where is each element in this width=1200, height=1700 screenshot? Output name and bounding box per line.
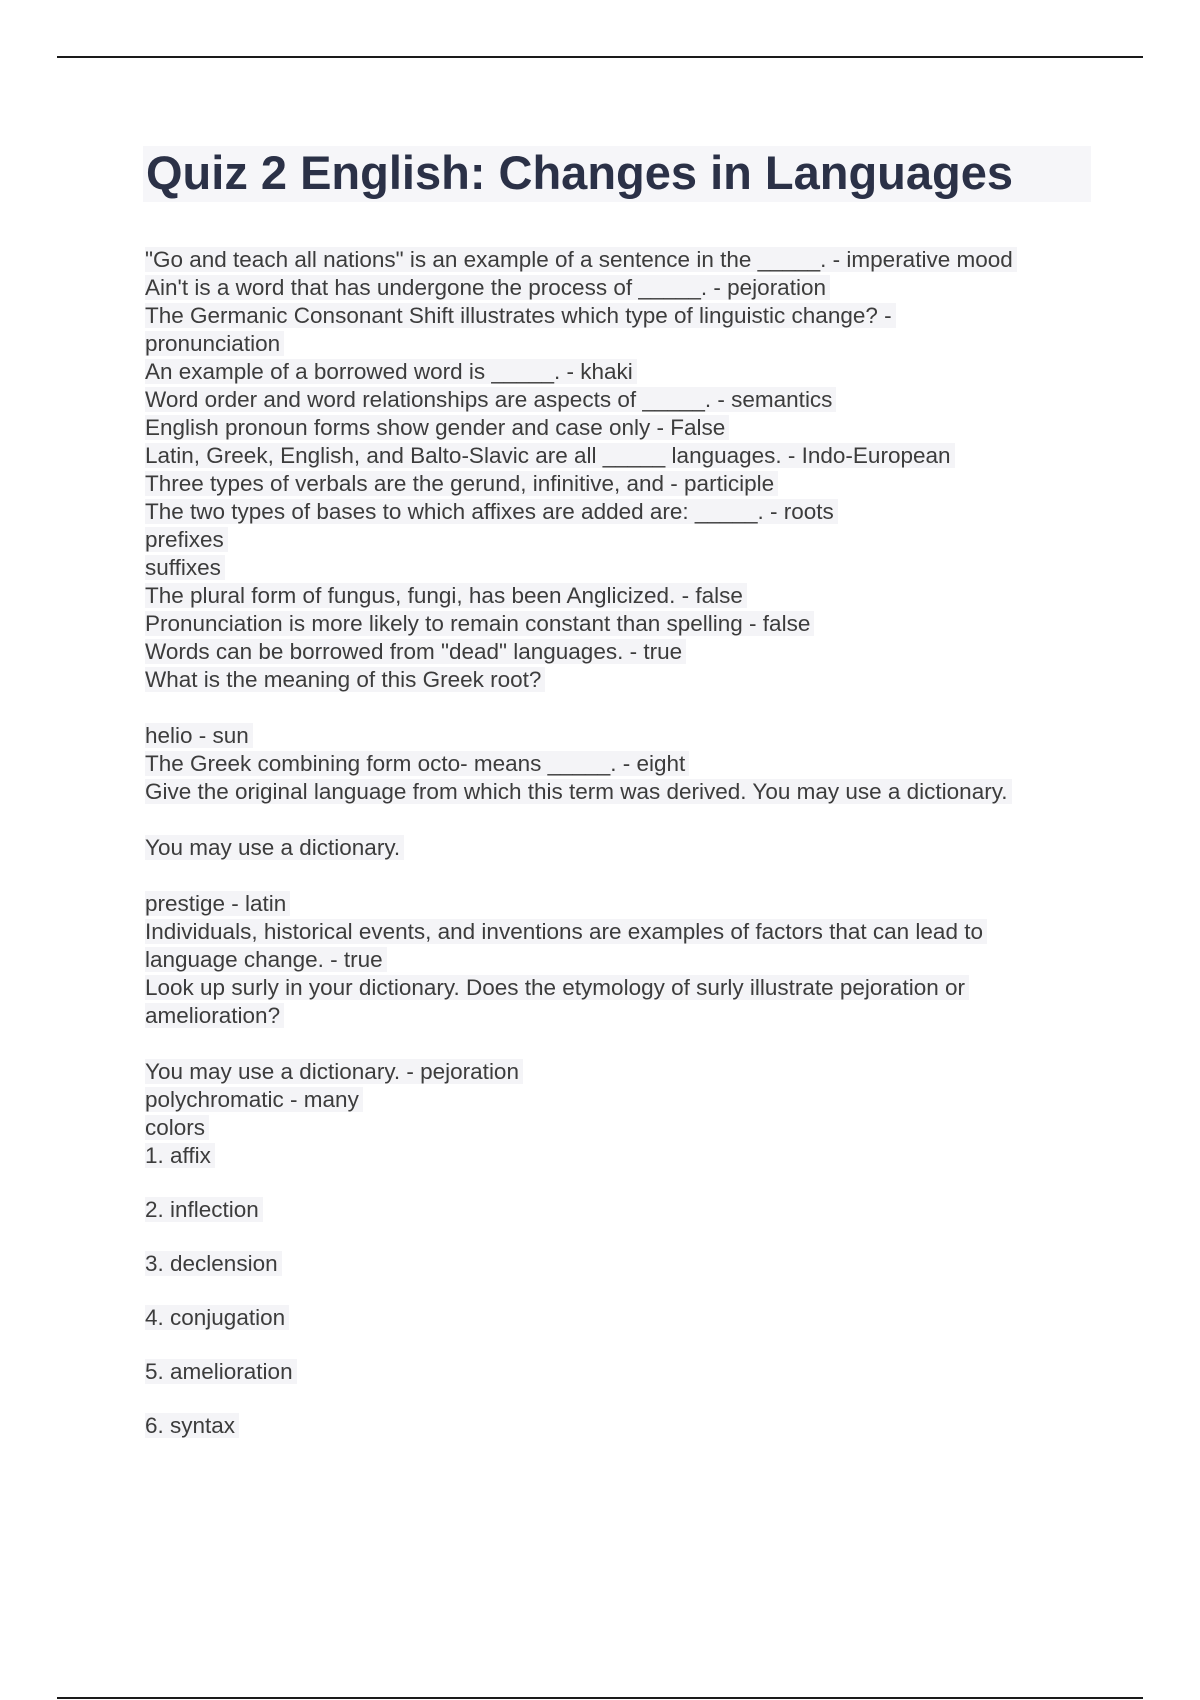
text-line: helio - sun [145,722,1145,750]
text-line: Give the original language from which this term was derived. You may use a dictionary. [145,778,1145,806]
text-line: You may use a dictionary. [145,834,1145,862]
text-line: English pronoun forms show gender and case only - False [145,414,1145,442]
text-line: What is the meaning of this Greek root? [145,666,1145,694]
text-line: prestige - latin [145,890,1145,918]
text-line: You may use a dictionary. - pejoration [145,1058,1145,1086]
text-line: The Greek combining form octo- means _____. - eight [145,750,1145,778]
blank-line [145,1386,1145,1412]
text-line: pronunciation [145,330,1145,358]
list-item: 4. conjugation [145,1304,1145,1332]
blank-line [145,1224,1145,1250]
text-line: An example of a borrowed word is _____. - khaki [145,358,1145,386]
list-item: 1. affix [145,1142,1145,1170]
text-line: Word order and word relationships are aspects of _____. - semantics [145,386,1145,414]
text-line: polychromatic - many [145,1086,1145,1114]
text-line: Latin, Greek, English, and Balto-Slavic are all _____ languages. - Indo-European [145,442,1145,470]
blank-line [145,1332,1145,1358]
text-line: The Germanic Consonant Shift illustrates which type of linguistic change? - [145,302,1145,330]
text-line: Words can be borrowed from "dead" languages. - true [145,638,1145,666]
text-line: The two types of bases to which affixes are added are: _____. - roots [145,498,1145,526]
text-line: language change. - true [145,946,1145,974]
list-item: 2. inflection [145,1196,1145,1224]
blank-line [145,806,1145,834]
blank-line [145,1170,1145,1196]
blank-line [145,1030,1145,1058]
text-line: The plural form of fungus, fungi, has been Anglicized. - false [145,582,1145,610]
page-title: Quiz 2 English: Changes in Languages [146,146,1013,199]
list-item: 5. amelioration [145,1358,1145,1386]
text-line: prefixes [145,526,1145,554]
text-line: Individuals, historical events, and inventions are examples of factors that can lead to [145,918,1145,946]
text-line: Ain't is a word that has undergone the process of _____. - pejoration [145,274,1145,302]
blank-line [145,1278,1145,1304]
blank-line [145,694,1145,722]
bottom-rule [57,1697,1143,1699]
text-line: Three types of verbals are the gerund, infinitive, and - participle [145,470,1145,498]
list-item: 6. syntax [145,1412,1145,1440]
text-line: colors [145,1114,1145,1142]
text-line: suffixes [145,554,1145,582]
text-line: amelioration? [145,1002,1145,1030]
text-line: "Go and teach all nations" is an example of a sentence in the _____. - imperative mood [145,246,1145,274]
quiz-content [145,246,1145,1440]
text-line: Look up surly in your dictionary. Does the etymology of surly illustrate pejoration or [145,974,1145,1002]
blank-line [145,862,1145,890]
top-rule [57,56,1143,58]
text-line: Pronunciation is more likely to remain constant than spelling - false [145,610,1145,638]
list-item: 3. declension [145,1250,1145,1278]
